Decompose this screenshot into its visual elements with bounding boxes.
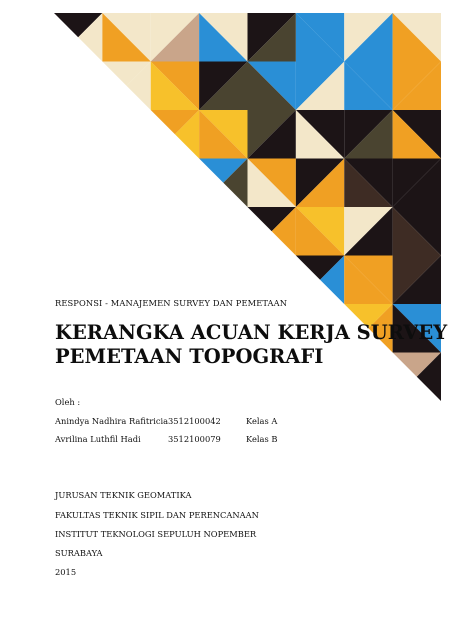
faculty: FAKULTAS TEKNIK SIPIL DAN PERENCANAAN: [55, 510, 259, 520]
author-name: Avrilina Luthfil Hadi: [55, 434, 141, 444]
institute: INSTITUT TEKNOLOGI SEPULUH NOPEMBER: [55, 529, 257, 539]
city: SURABAYA: [55, 548, 103, 558]
author-class: Kelas B: [246, 434, 278, 444]
author-nrp: 3512100079: [168, 434, 221, 444]
title-line-1: KERANGKA ACUAN KERJA SURVEY: [55, 321, 448, 344]
course-subtitle: RESPONSI - MANAJEMEN SURVEY DAN PEMETAAN: [55, 298, 288, 308]
author-nrp: 3512100042: [168, 416, 221, 426]
department: JURUSAN TEKNIK GEOMATIKA: [55, 490, 192, 500]
author-class: Kelas A: [246, 416, 278, 426]
by-label: Oleh :: [55, 397, 81, 407]
year: 2015: [55, 567, 77, 577]
title-line-2: PEMETAAN TOPOGRAFI: [55, 345, 324, 368]
author-name: Anindya Nadhira Rafitricia: [55, 416, 169, 426]
document-title: [55, 321, 447, 369]
